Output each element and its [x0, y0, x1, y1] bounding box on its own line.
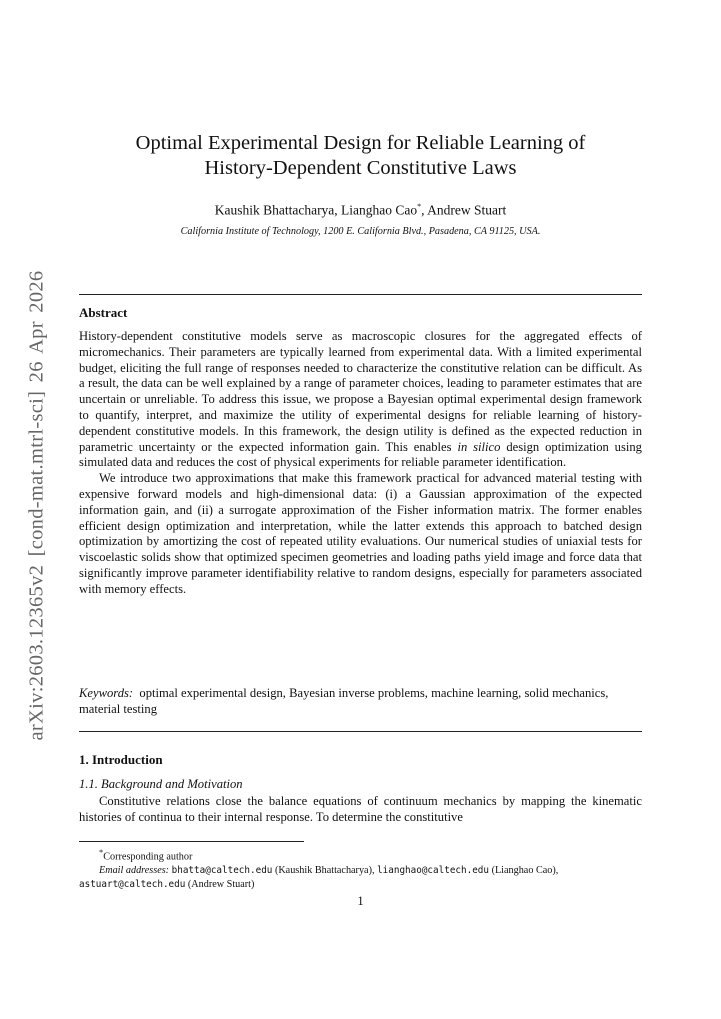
keywords-text: optimal experimental design, Bayesian inverse problems, machine learning, solid mechanics, material testing: [79, 686, 609, 716]
page-number: 1: [357, 894, 364, 908]
abstract-paragraph-1: [79, 329, 642, 471]
email-link-3[interactable]: astuart@caltech.edu: [79, 879, 186, 891]
abstract-body: [79, 329, 642, 598]
email-name-3: (Andrew Stuart): [187, 879, 255, 891]
arxiv-side-identifier: [20, 240, 54, 770]
paper-title: [80, 131, 641, 181]
abstract-heading: Abstract: [79, 305, 128, 320]
abstract-p1-text-a: History-dependent constitutive models serve as macroscopic closures for the aggregated effects of micromechanics. Their parameters are typically learned from experimental data. With a limited experimental budget, eliciting the full range of responses needed to characterize the constitutive relation can be difficult. As a result, the data can be well explained by a range of parameter choices, leading to parameter estimates that are uncertain or unreliable. To address this issue, we propose a Bayesian optimal experimental design framework to quantify, interpret, and maximize the utility of experimental designs for reliable learning of history-dependent constitutive models. In this framework, the design utility is defined as the expected reduction in parametric uncertainty or the expected information gain. This enables: [79, 329, 642, 454]
footnote-rule: [79, 841, 304, 842]
email-name-2: (Lianghao Cao),: [491, 865, 559, 877]
abstract-top-rule: [79, 294, 642, 295]
subsection-heading-background: 1.1. Background and Motivation: [79, 777, 243, 791]
email-label: Email addresses:: [99, 865, 170, 877]
title-line-2: History-Dependent Constitutive Laws: [204, 157, 517, 179]
email-link-2[interactable]: lianghao@caltech.edu: [377, 865, 490, 877]
email-link-1[interactable]: bhatta@caltech.edu: [171, 865, 273, 877]
keywords-label: Keywords:: [79, 686, 134, 700]
affiliation: California Institute of Technology, 1200 E. California Blvd., Pasadena, CA 91125, USA.: [180, 226, 541, 237]
introduction-paragraph: Constitutive relations close the balance equations of continuum mechanics by mapping the kinematic histories of continua to their internal response. To determine the constitutive: [79, 794, 642, 824]
footnote-corresponding: [79, 845, 642, 864]
abstract-bottom-rule: [79, 731, 642, 732]
footnote-emails: [79, 864, 642, 892]
abstract-p1-text-b: design optimization using simulated data and reduces the cost of physical experiments for reliable parameter identification.: [79, 439, 642, 470]
authors-text-a: Kaushik Bhattacharya, Lianghao Cao: [214, 202, 418, 218]
section-heading-introduction: 1. Introduction: [79, 752, 163, 767]
keywords: [79, 685, 642, 717]
arxiv-identifier-text: arXiv:2603.12365v2 [cond-mat.mtrl-sci] 26 Apr 2026: [25, 270, 48, 740]
title-line-1: Optimal Experimental Design for Reliable Learning of: [135, 132, 586, 154]
authors-text-b: , Andrew Stuart: [421, 202, 507, 218]
author-list: [80, 202, 641, 219]
footnote: [79, 845, 642, 892]
abstract-p1-emphasis: in silico: [457, 439, 501, 454]
corresponding-author-mark: *: [417, 202, 422, 211]
footnote-mark: *: [99, 847, 104, 857]
footnote-corresponding-text: Corresponding author: [103, 851, 193, 863]
abstract-paragraph-2: We introduce two approximations that make this framework practical for advanced material testing with expensive forward models and high-dimensional data: (i) a Gaussian approximation of the expected information gain, and (ii) a surrogate approximation of the Fisher information matrix. The former enables efficient design optimization and interpretation, while the latter extends this approach to batched design optimization by amortizing the cost of repeated utility evaluations. Our numerical studies of uniaxial tests for viscoelastic solids show that optimized specimen geometries and loading paths yield image and force data that significantly improve parameter identifiability relative to random designs, especially for parameters associated with memory effects.: [79, 471, 642, 596]
email-name-1: (Kaushik Bhattacharya),: [274, 865, 375, 877]
